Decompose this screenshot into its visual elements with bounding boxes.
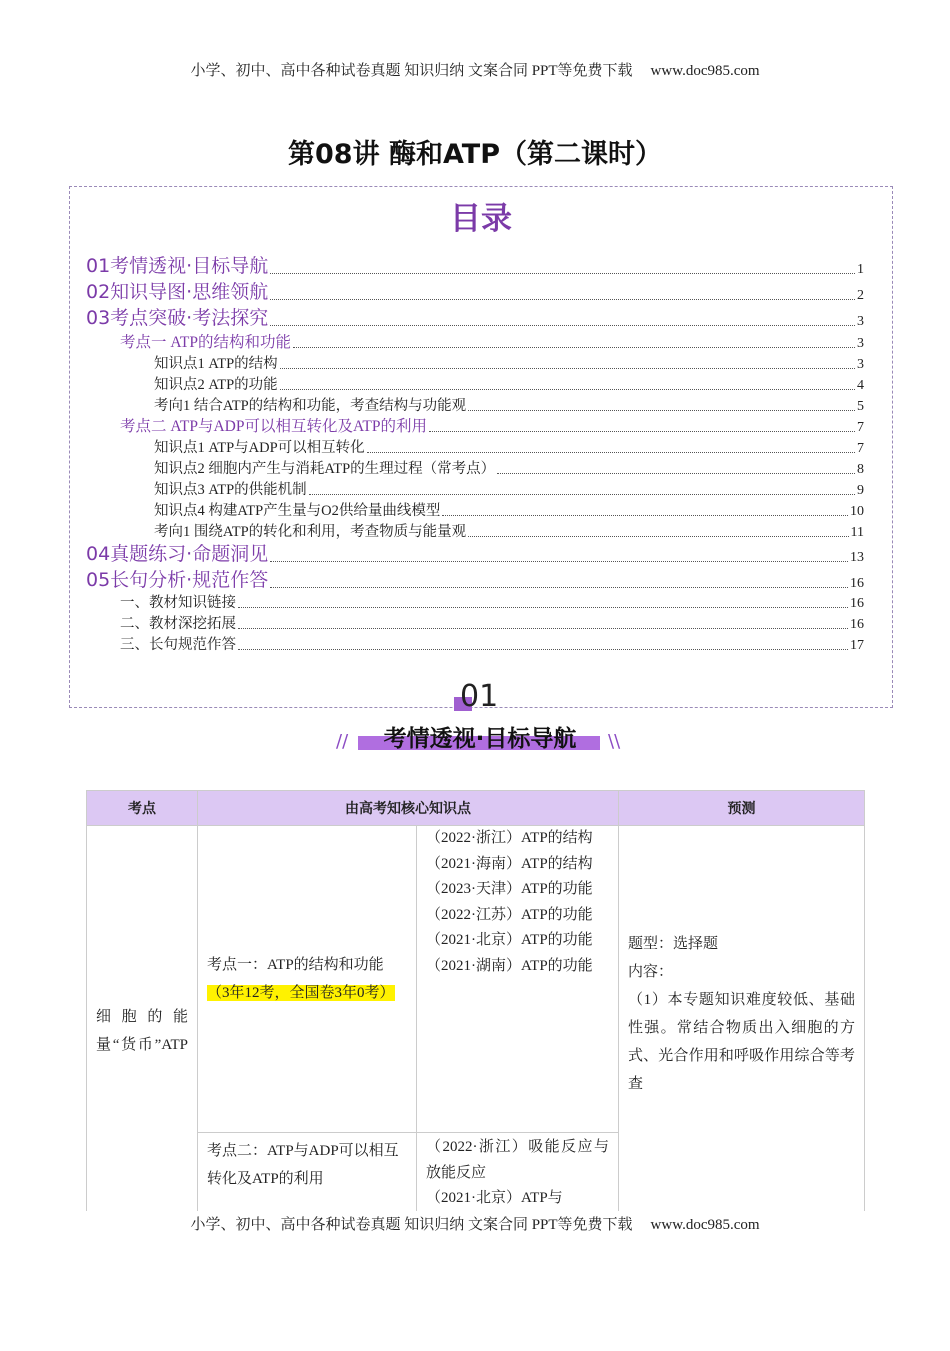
toc-entry[interactable]: 考向1 围绕ATP的转化和利用，考查物质与能量观 11 [154, 524, 864, 540]
table-row [87, 826, 865, 1133]
kd1-items-cell [417, 826, 619, 1133]
toc-entry[interactable]: 知识点3 ATP的供能机制 9 [154, 482, 864, 498]
footer-text: 小学、初中、高中各种试卷真题 知识归纳 文案合同 PPT等免费下载 [190, 1217, 633, 1233]
toc-entry[interactable]: 02知识导图·思维领航 2 [86, 281, 864, 303]
toc-entry[interactable]: 考点二 ATP与ADP可以相互转化及ATP的利用 7 [120, 418, 864, 435]
toc-entry[interactable]: 考向1 结合ATP的结构和功能，考查结构与功能观 5 [154, 398, 864, 414]
kd1-cell [198, 826, 417, 1133]
footer-site[interactable]: www.doc985.com [650, 1217, 760, 1233]
toc-entry[interactable]: 知识点4 构建ATP产生量与O2供给量曲线模型 10 [154, 503, 864, 519]
toc-entry[interactable]: 05长句分析·规范作答 16 [86, 569, 864, 591]
page-header [0, 59, 950, 80]
toc-entry[interactable]: 考点一 ATP的结构和功能 3 [120, 334, 864, 351]
header-cell: 预测 [619, 791, 865, 826]
section-title: 考情透视·目标导航 [383, 726, 577, 752]
toc-entry[interactable]: 三、长句规范作答 17 [120, 637, 864, 653]
page-footer [0, 1213, 950, 1234]
list-item: （2022·浙江）ATP的结构 [426, 830, 593, 846]
list-item: （2021·北京）ATP的功能 [426, 932, 593, 949]
exam-analysis-table [86, 790, 865, 1284]
topic-text: 细胞的能量“货币”ATP [96, 1008, 188, 1053]
list-item: （2021·海南）ATP的结构 [426, 855, 593, 872]
toc-entry[interactable]: 知识点1 ATP的结构 3 [154, 356, 864, 372]
list-item: （2021·北京）ATP与 [426, 1190, 563, 1207]
toc-entry[interactable]: 一、教材知识链接 16 [120, 595, 864, 611]
page-title: 第08讲 酶和ATP（第二课时） [288, 139, 662, 170]
table-header-row [87, 791, 865, 826]
kd2-name: 考点二：ATP与ADP可以相互转化及ATP的利用 [207, 1143, 399, 1187]
toc-entry[interactable]: 04真题练习·命题洞见 13 [86, 543, 864, 565]
toc-box [69, 186, 893, 708]
header-cell: 考点 [87, 791, 198, 826]
kd1-note: （3年12考，全国卷3年0考） [207, 985, 395, 1001]
toc-entry[interactable]: 知识点2 细胞内产生与消耗ATP的生理过程（常考点） 8 [154, 461, 864, 477]
list-item: （2022·江苏）ATP的功能 [426, 906, 593, 923]
header-text: 小学、初中、高中各种试卷真题 知识归纳 文案合同 PPT等免费下载 [190, 63, 633, 79]
list-item: （2022·浙江）吸能反应与放能反应 [426, 1139, 609, 1181]
toc-entry[interactable]: 知识点2 ATP的功能 4 [154, 377, 864, 393]
prediction-content: （1）本专题知识难度较低、基础性强。常结合物质出入细胞的方式、光合作用和呼吸作用综合等考查 [628, 992, 855, 1092]
toc-heading: 目录 [450, 201, 512, 237]
kd1-name: 考点一：ATP的结构和功能 [207, 957, 384, 973]
toc-entry[interactable]: 03考点突破·考法探究 3 [86, 307, 864, 329]
header-cell: 由高考知核心知识点 [198, 791, 619, 826]
prediction-type: 题型：选择题 [628, 936, 719, 952]
prediction-content-label: 内容： [628, 964, 674, 980]
slash-right-icon: \\ [608, 731, 621, 752]
list-item: （2021·湖南）ATP的功能 [426, 957, 593, 974]
toc-entry[interactable]: 知识点1 ATP与ADP可以相互转化 7 [154, 440, 864, 456]
slash-left-icon: // [336, 731, 349, 752]
section-number: 01 [460, 679, 499, 714]
header-site[interactable]: www.doc985.com [650, 63, 760, 79]
toc-entry[interactable]: 01考情透视·目标导航 1 [86, 255, 864, 277]
list-item: （2023·天津）ATP的功能 [426, 881, 593, 898]
toc-entry[interactable]: 二、教材深挖拓展 16 [120, 616, 864, 632]
